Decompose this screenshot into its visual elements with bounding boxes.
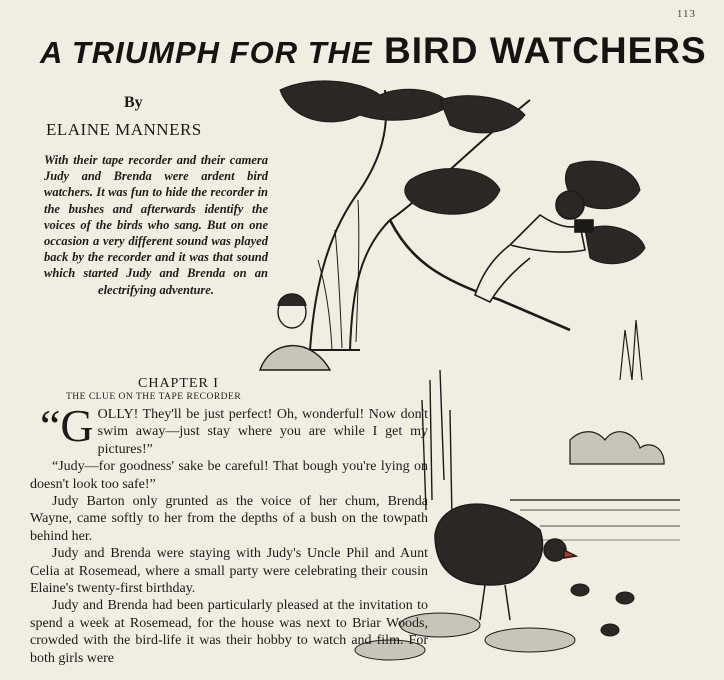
page-number: 113 xyxy=(676,8,696,20)
moorhen-bird xyxy=(435,504,576,620)
drop-cap: “G xyxy=(40,400,94,451)
paragraph-1: “G OLLY! They'll be just perfect! Oh, wonderful! Now don't swim away—just stay where you are while I get my pictures!” xyxy=(40,400,428,457)
girl-on-branch xyxy=(475,191,593,302)
paragraph-5: Judy and Brenda had been particularly pleased at the invitation to spend a week at Rosemead, for the house was next to Briar Woods, crowded with the bird-life it was their hobby to watch and film. For both girls were xyxy=(30,598,428,666)
paragraph-4: Judy and Brenda were staying with Judy's Uncle Phil and Aunt Celia at Rosemead, where a small party were celebrating their cousin Elaine's twenty-first birthday. xyxy=(30,546,428,597)
story-text xyxy=(30,400,428,667)
tree xyxy=(300,90,570,350)
girl-in-bush xyxy=(260,294,330,370)
title-part-1: A TRIUMPH FOR THE xyxy=(40,35,373,70)
author-name: ELAINE MANNERS xyxy=(46,120,202,139)
chapter-heading: CHAPTER I xyxy=(138,376,219,391)
article-title xyxy=(40,30,707,72)
distant-trees xyxy=(490,320,680,540)
intro-paragraph: With their tape recorder and their camera Judy and Brenda were ardent bird watchers. It was fun to hide the recorder in the bushes and afterwards identify the voices of the birds who sang. But on one occasion a very different sound was played back by the recorder and it was that sound which started Judy and Brenda on an electrifying adventure. xyxy=(44,153,268,297)
paragraph-2: “Judy—for goodness' sake be careful! That bough you're lying on doesn't look too safe!” xyxy=(30,459,428,492)
chapter-title: THE CLUE ON THE TAPE RECORDER xyxy=(66,392,242,402)
byline-label: By xyxy=(124,94,143,111)
ducklings xyxy=(571,584,634,636)
paragraph-3: Judy Barton only grunted as the voice of her chum, Brenda Wayne, came softly to her from the depths of a bush on the towpath behind her. xyxy=(30,494,428,544)
title-part-2: BIRD WATCHERS xyxy=(384,30,707,71)
